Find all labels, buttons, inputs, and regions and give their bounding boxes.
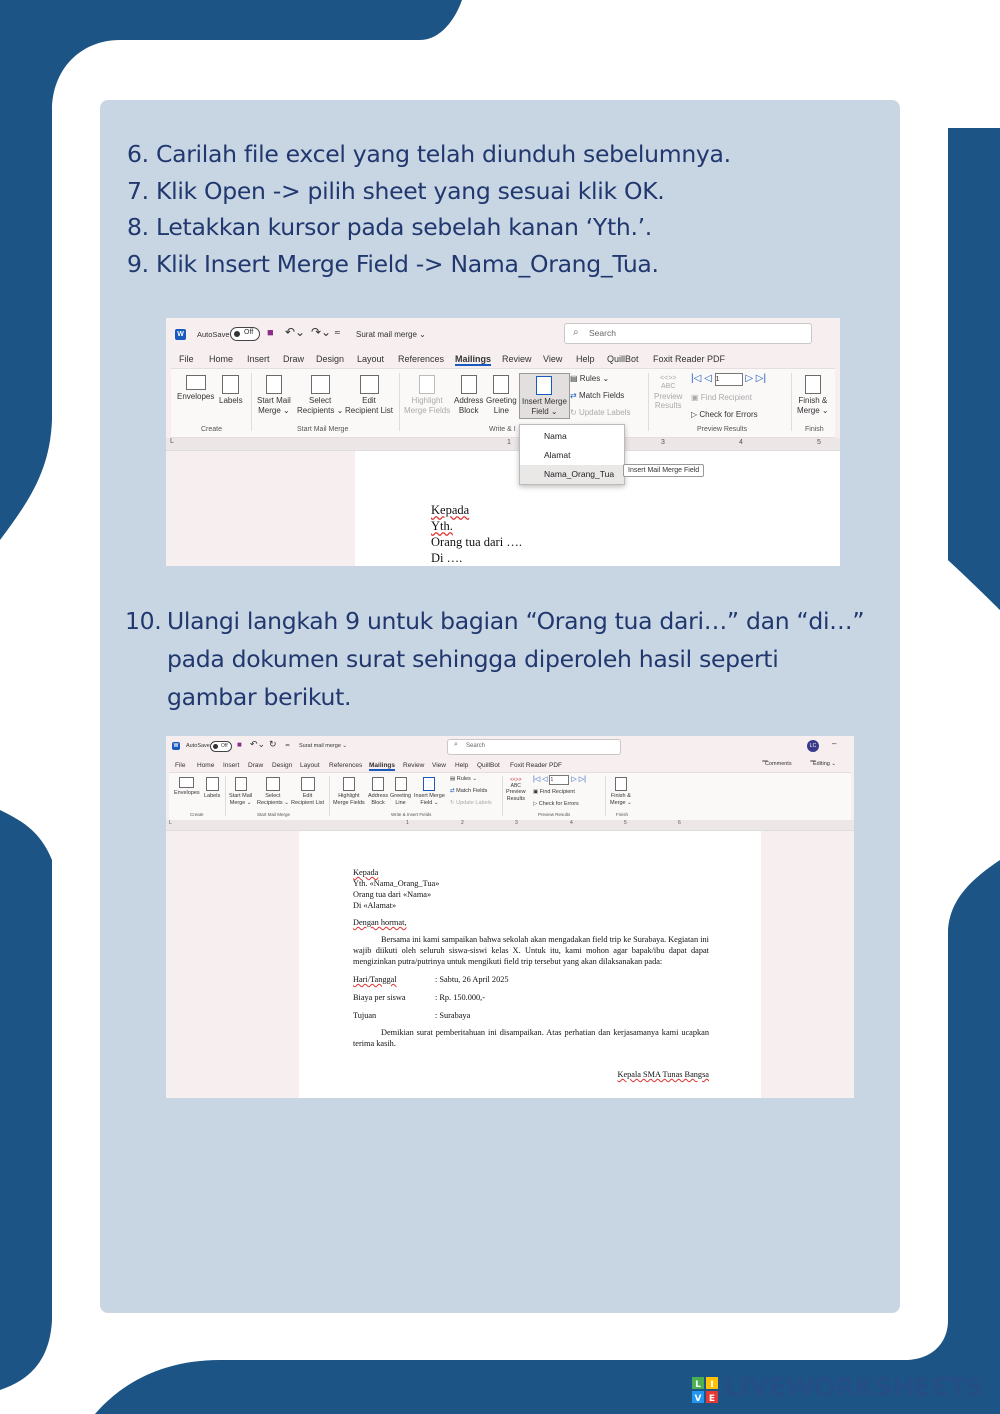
envelopes-button[interactable]: Envelopes [177, 375, 214, 402]
edit-list-icon [301, 777, 315, 791]
check-icon: ▷ [691, 410, 700, 419]
select-recipients-icon [311, 375, 330, 394]
salam-line: Dengan hormat, [353, 918, 407, 927]
rules-icon: ▤ [570, 374, 580, 383]
labels-icon [222, 375, 239, 394]
ruler-num: 4 [739, 439, 743, 446]
save-icon[interactable]: ■ [237, 740, 242, 749]
tab-stop-icon[interactable]: L [169, 820, 172, 826]
word-screenshot-1 [166, 318, 840, 566]
row-cost-value: : Rp. 150.000,- [435, 993, 486, 1002]
menu-review[interactable]: Review [403, 762, 425, 769]
paragraph-1: Bersama ini kami sampaikan bahwa sekolah akan mengadakan field trip ke Surabaya. Kegiatan ini wajib diikuti oleh seluruh siswa-siswi kelas X. Untuk itu, kami mohon agar bapak/ibu dapat dapat mengizinkan putra/putrinya untuk mengikuti field trip tersebut yang akan dilaksanakan pada: [353, 935, 709, 966]
search-placeholder: Search [589, 328, 616, 338]
dropdown-item-alamat[interactable]: Alamat [544, 450, 571, 460]
orang-tua-line: Orang tua dari «Nama» [353, 890, 432, 899]
step-9: 9. Klik Insert Merge Field -> Nama_Orang_Tua. [127, 249, 659, 278]
yth-line: Yth. «Nama_Orang_Tua» [353, 879, 440, 888]
insert-merge-field-icon [423, 777, 435, 791]
insert-merge-field-button[interactable]: Insert Merge Field ⌄ [519, 373, 570, 419]
labels-button[interactable]: Labels [219, 375, 243, 406]
select-recipients-icon [266, 777, 280, 791]
autosave-toggle[interactable]: Off [230, 327, 260, 341]
ruler-num: 6 [678, 820, 681, 826]
edit-recipient-list-button[interactable]: Edit Recipient List [291, 777, 324, 806]
row-cost-label: Biaya per siswa [353, 993, 406, 1002]
avatar[interactable]: LC [807, 740, 819, 752]
row-destination-value: : Surabaya [435, 1011, 471, 1020]
search-placeholder: Search [466, 743, 486, 749]
letter-header [431, 502, 522, 566]
editing-button[interactable]: Editing ⌄ [810, 760, 816, 762]
greeting-line-button[interactable]: Greeting Line [390, 777, 411, 806]
undo-icon[interactable]: ↶⌄ [285, 325, 306, 339]
find-recipient-button[interactable]: ▣ Find Recipient [691, 393, 752, 402]
menu-references[interactable]: References [398, 354, 445, 364]
customize-icon[interactable]: ≂ [285, 743, 291, 749]
di-line: Di …. [431, 551, 463, 565]
menu-foxit[interactable]: Foxit Reader PDF [510, 762, 563, 769]
menu-file[interactable]: File [179, 354, 194, 364]
record-nav[interactable]: |◁ ◁ 1 ▷ ▷| [691, 373, 767, 384]
abc-icon: <<>> [660, 375, 677, 382]
menu-draw[interactable]: Draw [248, 762, 264, 769]
group-start: Start Mail Merge [257, 812, 291, 817]
yth-line[interactable]: Yth. [431, 519, 453, 533]
group-preview: Preview Results [538, 812, 571, 817]
comments-button[interactable]: Comments [762, 760, 768, 762]
group-finish: Finish [616, 812, 629, 817]
envelopes-button[interactable]: Envelopes [174, 777, 200, 797]
edit-list-icon [360, 375, 379, 394]
menu-view[interactable]: View [432, 762, 446, 769]
watermark-text[interactable]: LIVEWORKSHEETS [724, 1373, 984, 1403]
finish-icon [805, 375, 821, 394]
menu-foxit[interactable]: Foxit Reader PDF [653, 354, 726, 364]
ruler-num: 5 [624, 820, 627, 826]
menu-mailings[interactable]: Mailings [455, 354, 492, 364]
doc-title[interactable]: Surat mail merge ⌄ [299, 743, 348, 749]
doc-title[interactable]: Surat mail merge ⌄ [356, 330, 426, 339]
svg-text:E: E [708, 1394, 716, 1403]
autosave-label: AutoSave [186, 743, 210, 749]
menu-review[interactable]: Review [502, 354, 532, 364]
group-finish: Finish [805, 426, 824, 433]
start-mail-merge-button[interactable]: Start Mail Merge ⌄ [257, 375, 291, 415]
menu-view[interactable]: View [543, 354, 563, 364]
word-app-icon: W [173, 743, 179, 749]
menu-help[interactable]: Help [576, 354, 595, 364]
menu-home[interactable]: Home [209, 354, 234, 364]
finish-icon [615, 777, 627, 791]
highlight-icon [419, 375, 435, 394]
ruler-num: 4 [570, 820, 573, 826]
undo-icon[interactable]: ↶⌄ [250, 739, 266, 749]
autosave-label: AutoSave [197, 330, 230, 339]
insert-merge-field-button[interactable]: Insert Merge Field ⌄ [414, 777, 445, 806]
address-block-icon [461, 375, 477, 394]
abc-icon: <<>> [509, 777, 522, 783]
update-labels-button[interactable]: ↻ Update Labels [570, 408, 631, 417]
insert-merge-field-icon [536, 376, 552, 395]
word-app-icon: W [175, 329, 186, 340]
check-icon: ▷ [533, 801, 539, 807]
save-icon[interactable]: ■ [267, 327, 274, 339]
search-icon: ⌕ [573, 327, 579, 338]
customize-icon[interactable]: ≂ [334, 328, 341, 337]
greeting-line-icon [493, 375, 509, 394]
rules-button[interactable]: ▤ Rules ⌄ [450, 776, 477, 782]
record-nav[interactable]: |◁ ◁ 1 ▷ ▷| [533, 776, 586, 783]
menu-references[interactable]: References [329, 762, 363, 769]
envelope-icon [186, 375, 206, 390]
kepada-line: Kepada [353, 868, 379, 877]
preview-results-button[interactable]: <<>> ABC Preview Results [506, 777, 526, 802]
update-labels-button[interactable]: ↻ Update Labels [450, 800, 492, 806]
menu-quillbot[interactable]: QuillBot [607, 354, 639, 364]
update-labels-icon: ↻ [570, 408, 579, 417]
search-icon: ⌕ [454, 741, 458, 748]
menu-file[interactable]: File [175, 762, 186, 769]
svg-text:V: V [694, 1394, 702, 1403]
menu-insert[interactable]: Insert [247, 354, 270, 364]
group-write: Write & Insert Fields [391, 812, 432, 817]
group-write: Write & I [489, 426, 516, 433]
menu-insert[interactable]: Insert [223, 762, 240, 769]
redo-icon[interactable]: ↷⌄ [311, 325, 332, 339]
word-screenshot-2 [166, 736, 854, 1098]
orang-tua-line: Orang tua dari …. [431, 535, 522, 549]
tab-stop-icon[interactable]: L [170, 438, 174, 445]
menu-design[interactable]: Design [316, 354, 345, 364]
match-fields-button[interactable]: ⇄ Match Fields [450, 788, 488, 794]
preview-results-button[interactable]: <<>> ABC Preview Results [654, 375, 683, 411]
ribbon [169, 772, 851, 821]
match-fields-icon: ⇄ [570, 391, 579, 400]
autosave-toggle[interactable]: Off [210, 741, 232, 752]
document-page [299, 831, 761, 1098]
address-block-button[interactable]: Address Block [454, 375, 483, 415]
dropdown-item-nama[interactable]: Nama [544, 431, 567, 441]
labels-icon [206, 777, 219, 791]
rules-button[interactable]: ▤ Rules ⌄ [570, 374, 610, 383]
row-destination [353, 1010, 709, 1021]
menu-quillbot[interactable]: QuillBot [477, 762, 500, 769]
ruler [166, 820, 854, 831]
find-recipient-button[interactable]: ▣ Find Recipient [533, 789, 575, 795]
merge-field-dropdown [519, 424, 625, 485]
kepada-line: Kepada [431, 503, 470, 517]
menu-home[interactable]: Home [197, 762, 215, 769]
svg-text:I: I [710, 1380, 714, 1390]
group-start: Start Mail Merge [297, 426, 349, 433]
step-7: 7. Klik Open -> pilih sheet yang sesuai klik OK. [127, 176, 665, 205]
signature-line: Kepala SMA Tunas Bangsa [617, 1070, 709, 1079]
start-mail-merge-button[interactable]: Start Mail Merge ⌄ [229, 777, 252, 806]
ruler-num: 5 [817, 439, 821, 446]
check-errors-button[interactable]: ▷ Check for Errors [691, 410, 758, 419]
select-recipients-button[interactable]: Select Recipients ⌄ [257, 777, 289, 806]
highlight-merge-fields-button[interactable]: Highlight Merge Fields [404, 375, 450, 415]
select-recipients-button[interactable]: Select Recipients ⌄ [297, 375, 343, 415]
menu-design[interactable]: Design [272, 762, 293, 769]
ruler-num: 1 [507, 439, 511, 446]
menu-mailings[interactable]: Mailings [369, 762, 396, 769]
start-mail-merge-icon [235, 777, 247, 791]
group-preview: Preview Results [697, 426, 748, 433]
letter-body [353, 867, 709, 1080]
tooltip: Insert Mail Merge Field [623, 464, 704, 477]
record-input[interactable]: 1 [549, 775, 569, 785]
ruler [166, 438, 840, 451]
update-labels-icon: ↻ [450, 800, 457, 806]
finish-merge-button[interactable]: Finish & Merge ⌄ [610, 777, 632, 806]
paragraph-2: Demikian surat pemberitahuan ini disampaikan. Atas perhatian dan kerjasamanya kami ucapkan terima kasih. [353, 1028, 709, 1048]
liveworksheets-logo [692, 1377, 718, 1403]
refresh-icon[interactable]: ↻ [269, 739, 277, 749]
envelope-icon [179, 777, 194, 788]
labels-button[interactable]: Labels [204, 777, 220, 800]
search-box[interactable] [447, 739, 621, 755]
edit-recipient-list-button[interactable]: Edit Recipient List [345, 375, 393, 415]
match-fields-button[interactable]: ⇄ Match Fields [570, 391, 625, 400]
row-date-label: Hari/Tanggal [353, 975, 397, 984]
ruler-num: 3 [661, 439, 665, 446]
step-6: 6. Carilah file excel yang telah diunduh sebelumnya. [127, 140, 731, 168]
address-block-icon [372, 777, 384, 791]
row-date [353, 974, 709, 985]
steps-6-9 [127, 136, 731, 282]
find-icon: ▣ [691, 393, 701, 402]
highlight-merge-fields-button[interactable]: Highlight Merge Fields [333, 777, 365, 806]
dropdown-item-nama-orang-tua[interactable]: Nama_Orang_Tua [520, 465, 624, 484]
step-10 [125, 602, 865, 716]
di-line: Di «Alamat» [353, 901, 397, 910]
menu-draw[interactable]: Draw [283, 354, 305, 364]
ribbon [171, 368, 835, 438]
menu-layout[interactable]: Layout [357, 354, 385, 364]
start-mail-merge-icon [266, 375, 282, 394]
group-create: Create [201, 426, 223, 433]
greeting-line-icon [395, 777, 407, 791]
ruler-num: 1 [406, 820, 409, 826]
search-box[interactable] [564, 323, 812, 344]
step-8: 8. Letakkan kursor pada sebelah kanan ‘Yth.’. [127, 213, 652, 241]
menu-help[interactable]: Help [455, 762, 469, 769]
ruler-num: 2 [461, 820, 464, 826]
find-icon: ▣ [533, 789, 540, 795]
step-10-number: 10. [125, 607, 162, 635]
group-create: Create [190, 812, 204, 817]
step-10-text: Ulangi langkah 9 untuk bagian “Orang tua dari…” dan “di…” pada dokumen surat sehingga diperoleh hasil seperti gambar berikut. [167, 607, 865, 711]
minimize-icon[interactable]: – [832, 739, 837, 748]
highlight-icon [343, 777, 355, 791]
check-errors-button[interactable]: ▷ Check for Errors [533, 801, 579, 807]
svg-text:L: L [695, 1380, 701, 1390]
greeting-line-button[interactable]: Greeting Line [486, 375, 517, 415]
match-fields-icon: ⇄ [450, 788, 457, 794]
finish-merge-button[interactable]: Finish & Merge ⌄ [797, 375, 829, 415]
address-block-button[interactable]: Address Block [368, 777, 388, 806]
rules-icon: ▤ [450, 776, 457, 782]
menu-layout[interactable]: Layout [300, 762, 320, 769]
row-date-value: : Sabtu, 26 April 2025 [435, 975, 509, 984]
ruler-num: 3 [515, 820, 518, 826]
record-input[interactable]: 1 [715, 373, 743, 386]
row-destination-label: Tujuan [353, 1011, 377, 1020]
row-cost [353, 992, 709, 1003]
